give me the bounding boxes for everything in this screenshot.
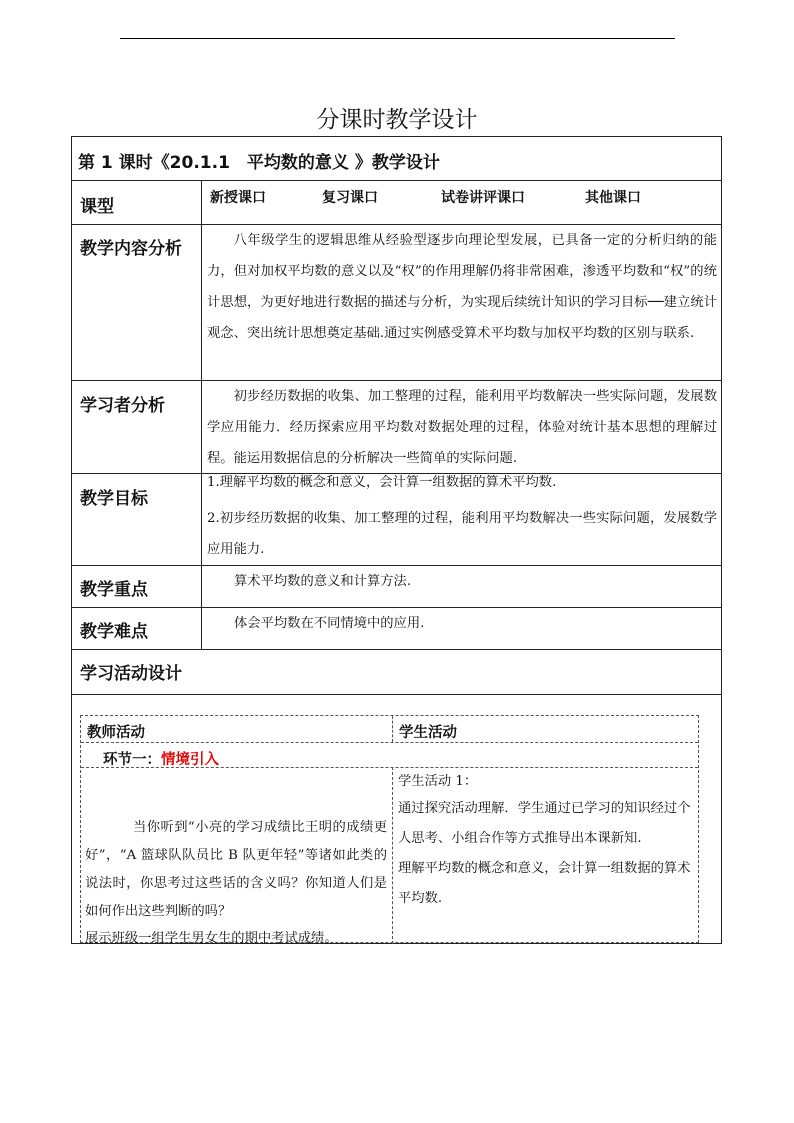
row-divider — [72, 694, 721, 695]
segment-prefix: 环节一： — [103, 752, 161, 768]
key-points-text: 算术平均数的意义和计算方法. — [234, 574, 412, 589]
course-type-option-other[interactable]: 其他课口 — [585, 190, 641, 206]
course-type-option-review[interactable]: 复习课口 — [322, 190, 378, 206]
segment-one-heading — [103, 748, 219, 769]
key-points-label: 教学重点 — [80, 580, 148, 600]
teacher-activity-header: 教师活动 — [87, 725, 145, 741]
course-type-option-exam[interactable]: 试卷讲评课口 — [441, 190, 525, 206]
difficulties-text: 体会平均数在不同情境中的应用. — [234, 616, 425, 631]
lesson-design-table — [71, 136, 722, 944]
course-type-option-new[interactable]: 新授课口 — [210, 190, 266, 206]
column-divider — [201, 180, 202, 649]
objectives-label: 教学目标 — [80, 489, 148, 509]
student-activity-line-1: 通过探究活动理解．学生通过已学习的知识经过个人思考、小组合作等方式推导出本课新知. — [398, 801, 691, 846]
activity-column-divider — [392, 716, 393, 742]
content-analysis-label: 教学内容分析 — [80, 239, 182, 259]
content-analysis-text: 八年级学生的逻辑思维从经验型逐步向理论型发展，已具备一定的分析归纳的能力，但对加权平均数的意义以及“权”的作用理解仍将非常困难，渗透平均数和“权”的统计思想，为更好地进行数据的描述与分析，为实现后续统计知识的学习目标──建立统计观念、突出统计思想奠定基础.通过实例感受算术平均数与加权平均数的区别与联系. — [207, 233, 717, 341]
activity-table — [80, 715, 699, 946]
objective-item-2: 2.初步经历数据的收集、加工整理的过程，能利用平均数解决一些实际问题，发展数学应用能力. — [207, 511, 717, 557]
learner-analysis-label: 学习者分析 — [80, 396, 165, 416]
activity-column-divider — [392, 767, 393, 944]
learner-analysis-text: 初步经历数据的收集、加工整理的过程，能利用平均数解决一些实际问题，发展数学应用能力．经历探索应用平均数对数据处理的过程，体验对统计基本思想的理解过程。能运用数据信息的分析解决一些简单的实际问题. — [207, 389, 717, 466]
student-activity-title: 学生活动 1： — [398, 774, 478, 789]
document-title: 分课时教学设计 — [316, 107, 478, 133]
header-rule — [120, 38, 675, 39]
student-activity-text — [398, 794, 694, 914]
course-type-label: 课型 — [80, 197, 114, 217]
row-divider — [72, 180, 721, 181]
difficulties-label: 教学难点 — [80, 622, 148, 642]
teacher-scenario-paragraph: 当你听到“小亮的学习成绩比王明的成绩更好”，“A 篮球队队员比 B 队更年轻”等诸如此类的说法时，你思考过这些话的含义吗？你知道人们是如何作出这些判断的吗？ — [85, 820, 387, 919]
activity-design-label: 学习活动设计 — [80, 664, 182, 684]
teacher-activity-text — [85, 814, 387, 951]
row-divider — [72, 649, 721, 650]
objective-item-1: 1.理解平均数的概念和意义，会计算一组数据的算术平均数. — [207, 475, 557, 490]
student-activity-line-2: 理解平均数的概念和意义，会计算一组数据的算术平均数. — [398, 861, 691, 906]
activity-table-divider — [81, 742, 698, 743]
teacher-display-paragraph: 展示班级一组学生男女生的期中考试成绩。 — [85, 931, 338, 946]
segment-name: 情境引入 — [161, 752, 219, 768]
lesson-title: 第 1 课时《20.1.1 平均数的意义 》教学设计 — [78, 153, 440, 173]
student-activity-header: 学生活动 — [399, 725, 457, 741]
